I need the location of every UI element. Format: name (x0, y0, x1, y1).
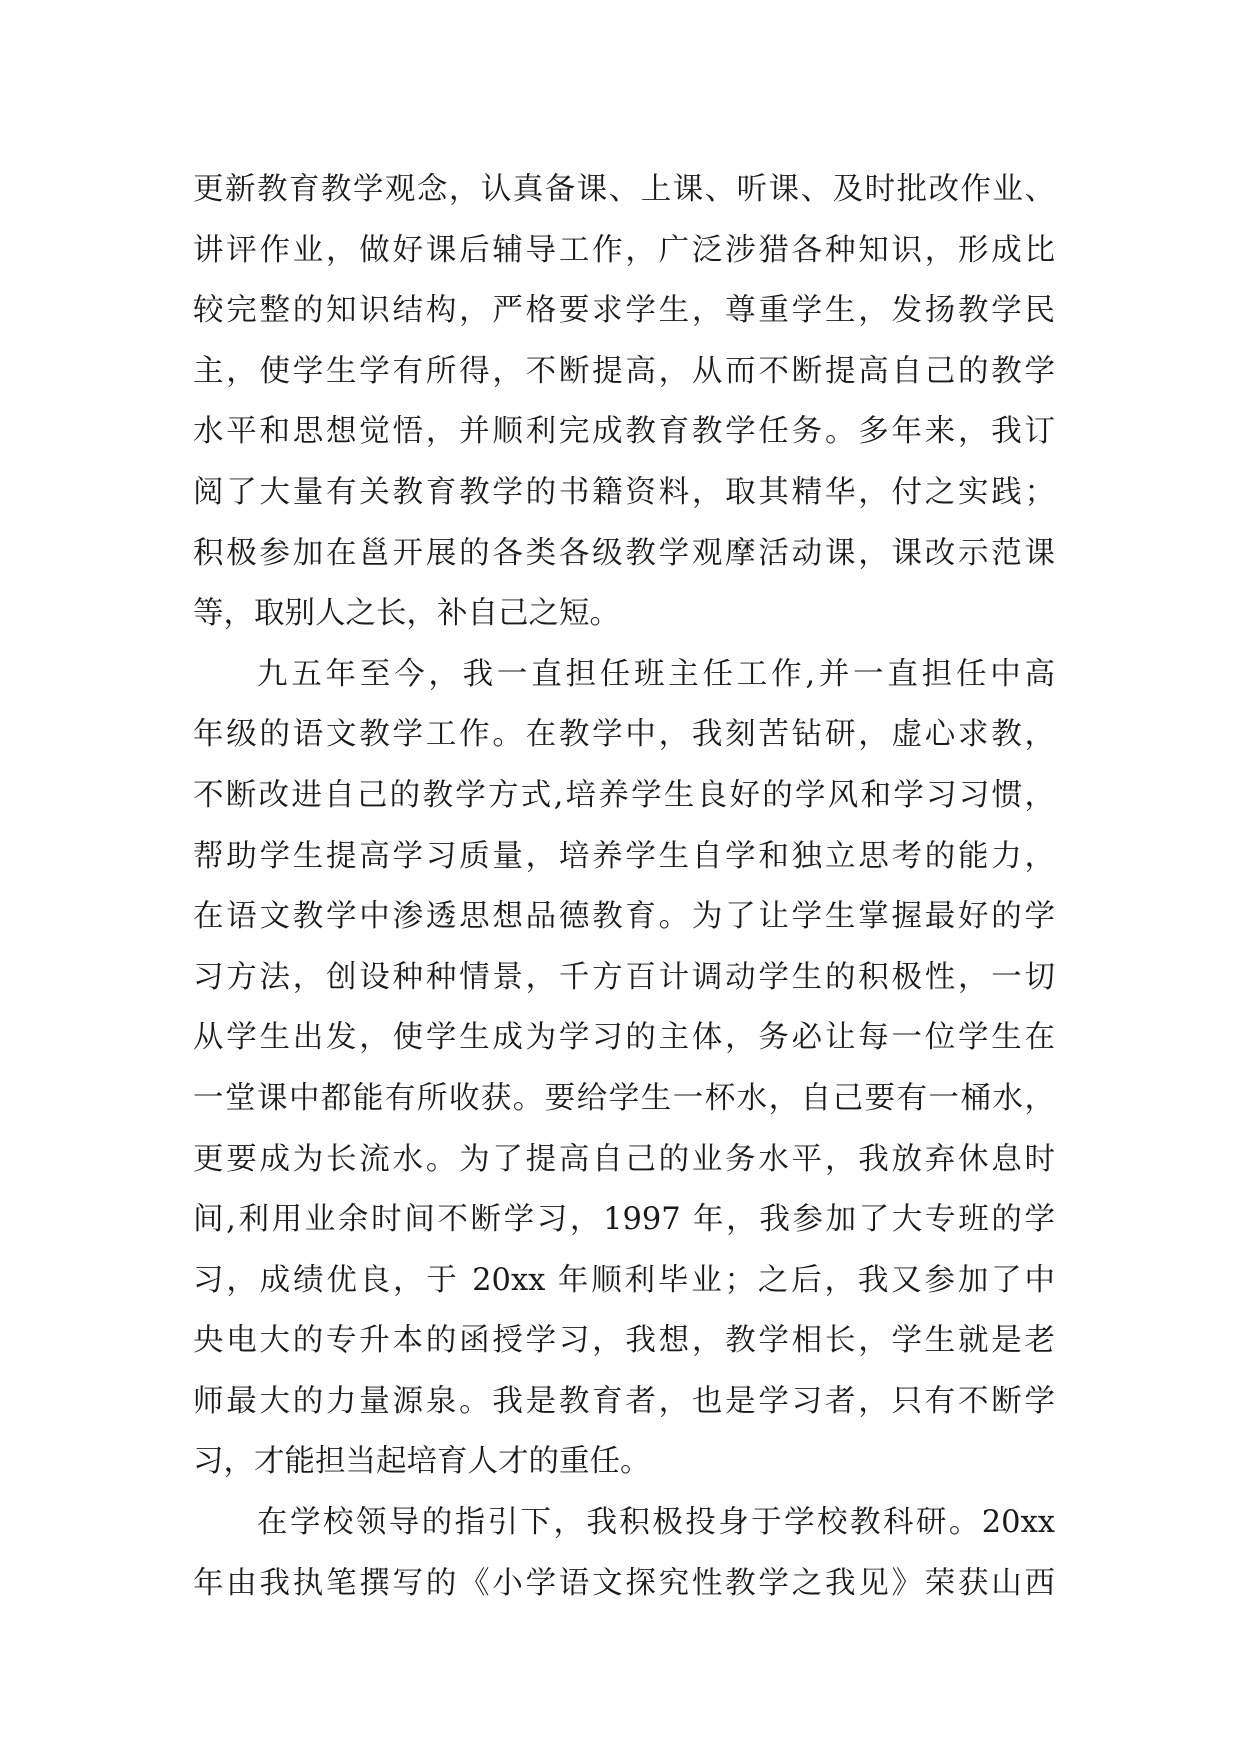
text-line: 年由我执笔撰写的《小学语文探究性教学之我见》荣获山西 (193, 1565, 1055, 1601)
text-line: 央电大的专升本的函授学习，我想，教学相长，学生就是老 (193, 1323, 1055, 1359)
paragraph-first-line: 在学校领导的指引下，我积极投身于学校教科研。20xx (257, 1505, 1055, 1541)
document-body (193, 160, 1055, 1614)
text-line: 讲评作业，做好课后辅导工作，广泛涉猎各种知识，形成比 (193, 232, 1055, 268)
text-line: 主，使学生学有所得，不断提高，从而不断提高自己的教学 (193, 353, 1055, 389)
text-line: 不断改进自己的教学方式,培养学生良好的学风和学习习惯， (193, 777, 1055, 813)
text-line: 习，才能担当起培育人才的重任。 (193, 1444, 651, 1480)
text-line: 习，成绩优良，于 20xx 年顺利毕业；之后，我又参加了中 (193, 1262, 1055, 1298)
text-line: 等，取别人之长，补自己之短。 (193, 596, 620, 632)
text-line: 师最大的力量源泉。我是教育者，也是学习者，只有不断学 (193, 1383, 1055, 1419)
text-line: 在语文教学中渗透思想品德教育。为了让学生掌握最好的学 (193, 899, 1055, 935)
text-line: 间,利用业余时间不断学习，1997 年，我参加了大专班的学 (193, 1202, 1055, 1238)
text-line: 年级的语文教学工作。在教学中，我刻苦钻研，虚心求教， (193, 717, 1055, 753)
text-line: 一堂课中都能有所收获。要给学生一杯水，自己要有一桶水， (193, 1080, 1055, 1116)
text-line: 习方法，创设种种情景，千方百计调动学生的积极性，一切 (193, 959, 1055, 995)
paragraph-first-line: 九五年至今，我一直担任班主任工作,并一直担任中高 (257, 656, 1055, 692)
text-line: 更要成为长流水。为了提高自己的业务水平，我放弃休息时 (193, 1141, 1055, 1177)
text-line: 更新教育教学观念，认真备课、上课、听课、及时批改作业、 (193, 172, 1055, 207)
text-line: 阅了大量有关教育教学的书籍资料，取其精华，付之实践； (193, 474, 1055, 510)
text-line: 帮助学生提高学习质量，培养学生自学和独立思考的能力， (193, 838, 1055, 874)
text-line: 积极参加在邕开展的各类各级教学观摩活动课，课改示范课 (193, 535, 1055, 571)
text-line: 较完整的知识结构，严格要求学生，尊重学生，发扬教学民 (193, 293, 1055, 329)
text-line: 从学生出发，使学生成为学习的主体，务必让每一位学生在 (193, 1020, 1055, 1056)
text-line: 水平和思想觉悟，并顺利完成教育教学任务。多年来，我订 (193, 414, 1055, 450)
